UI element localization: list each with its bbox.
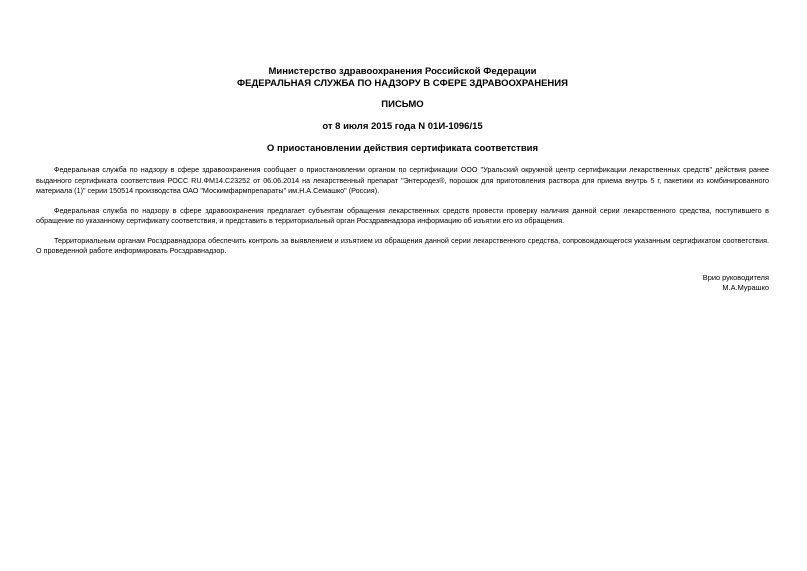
service-name: ФЕДЕРАЛЬНАЯ СЛУЖБА ПО НАДЗОРУ В СФЕРЕ ЗДРАВООХРАНЕНИЯ	[237, 78, 568, 89]
signature-position: Врио руководителя	[702, 272, 769, 282]
signature-name: М.А.Мурашко	[722, 283, 769, 292]
document-subject: О приостановлении действия сертификата соответствия	[266, 143, 539, 154]
body-paragraph-1: Федеральная служба по надзору в сфере здравоохранения сообщает о приостановлении органом по сертификации ООО "Уральский окружной центр сертификации лекарственных средств" действия ранее выданного сертификата соответствия РОСС RU.ФМ14.С23252 от 06.06.2014 на лекарственный препарат "Энтеродез®, порошок для приготовления раствора для приема внутрь 5 г, пакетики из комбинированного материала (1)" серии 150514 производства ОАО "Москимфармпрепараты" им.Н.А.Семашко" (Россия).	[36, 165, 769, 195]
ministry-name: Министерство здравоохранения Российской Федерации	[268, 66, 537, 77]
document-type: ПИСЬМО	[381, 99, 424, 110]
body-paragraph-3: Территориальным органам Росздравнадзора обеспечить контроль за выявлением и изъятием из обращения данной серии лекарственного средства, сопровождающегося указанным сертификатом соответствия. О проведенной работе информировать Росздравнадзор.	[36, 235, 769, 255]
body-paragraph-2: Федеральная служба по надзору в сфере здравоохранения предлагает субъектам обращения лекарственных средств провести проверку наличия данной серии лекарственного средства, поступившего в обращение по указанному сертификату соответствия, и представить в территориальный орган Росздравнадзора информацию об изъятии его из обращения.	[36, 205, 769, 225]
document-page	[36, 66, 769, 294]
document-date-number: от 8 июля 2015 года N 01И-1096/15	[322, 121, 483, 132]
